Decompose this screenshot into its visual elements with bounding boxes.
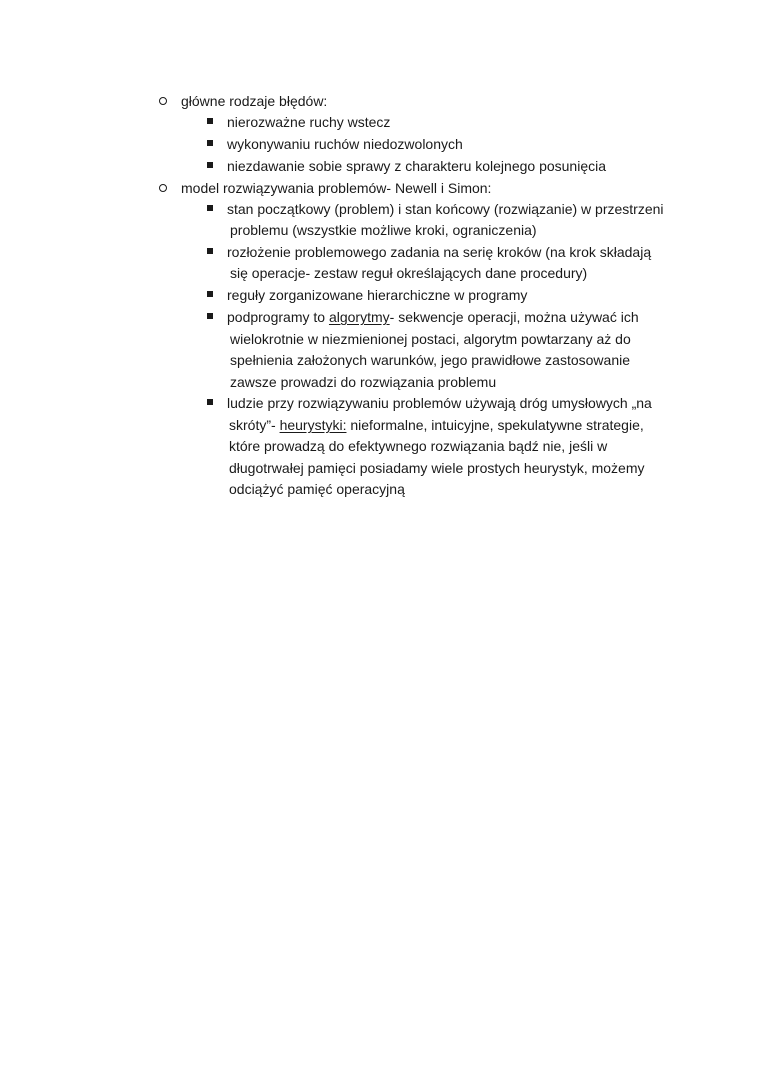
list-item-text: podprogramy to — [227, 309, 329, 325]
list-item-text: - sekwencje operacji, można używać ich — [389, 309, 639, 325]
list-item-continuation: problemu (wszystkie możliwe kroki, ograniczenia) — [230, 222, 537, 238]
square-bullet-icon — [207, 140, 213, 146]
square-bullet-icon — [207, 118, 213, 124]
list-item-continuation: spełnienia założonych warunków, jego prawidłowe zastosowanie — [230, 352, 631, 368]
square-bullet-icon — [207, 248, 213, 254]
list-item-text: nieformalne, intuicyjne, spekulatywne strategie, — [346, 417, 644, 433]
list-item-continuation — [229, 416, 644, 434]
square-bullet-icon — [207, 399, 213, 405]
list-item-continuation: się operacje- zestaw reguł określających dane procedury) — [230, 265, 588, 281]
list-item: nierozważne ruchy wstecz — [227, 114, 391, 130]
list-item-continuation: które prowadzą do efektywnego rozwiązania bądź nie, jeśli w — [229, 438, 608, 454]
square-bullet-icon — [207, 205, 213, 211]
list-item: niezdawanie sobie sprawy z charakteru kolejnego posunięcia — [227, 158, 607, 174]
circle-bullet-icon — [159, 97, 167, 105]
square-bullet-icon — [207, 313, 213, 319]
list-item-continuation: zawsze prowadzi do rozwiązania problemu — [230, 374, 497, 390]
underlined-term: algorytmy — [328, 309, 390, 325]
list-item — [227, 308, 639, 326]
section-heading: model rozwiązywania problemów- Newell i Simon: — [181, 180, 492, 196]
list-item: stan początkowy (problem) i stan końcowy (rozwiązanie) w przestrzeni — [227, 201, 664, 217]
list-item-continuation: długotrwałej pamięci posiadamy wiele prostych heurystyk, możemy — [229, 460, 645, 476]
list-item-continuation: odciążyć pamięć operacyjną — [229, 481, 405, 497]
underlined-term: heurystyki: — [279, 417, 347, 433]
square-bullet-icon — [207, 291, 213, 297]
section-heading: główne rodzaje błędów: — [181, 93, 328, 109]
list-item-text: skróty”- — [229, 417, 280, 433]
list-item: wykonywaniu ruchów niedozwolonych — [227, 136, 463, 152]
list-item: ludzie przy rozwiązywaniu problemów używają dróg umysłowych „na — [227, 395, 652, 411]
list-item: reguły zorganizowane hierarchiczne w programy — [227, 287, 528, 303]
circle-bullet-icon — [159, 184, 167, 192]
list-item: rozłożenie problemowego zadania na serię kroków (na krok składają — [227, 244, 652, 260]
square-bullet-icon — [207, 162, 213, 168]
list-item-continuation: wielokrotnie w niezmienionej postaci, algorytm powtarzany aż do — [230, 331, 631, 347]
